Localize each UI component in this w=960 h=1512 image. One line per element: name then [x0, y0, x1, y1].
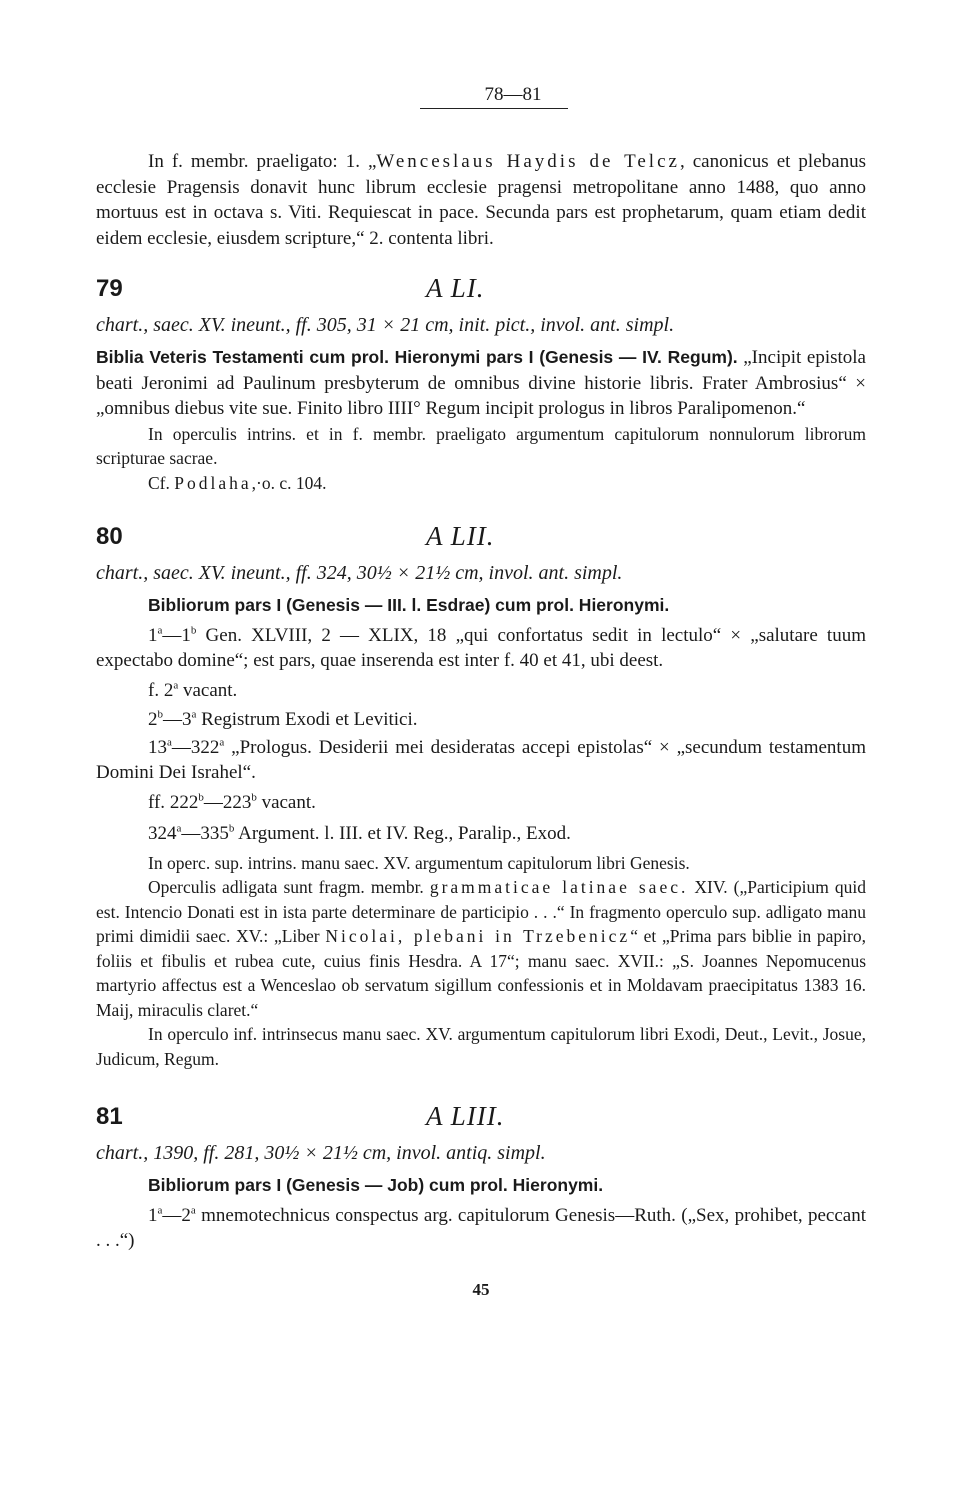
- folio-item: f. 2$^a$ vacant.: [148, 679, 238, 701]
- entry-number: 81: [96, 1103, 123, 1130]
- entry-title: Bibliorum pars I (Genesis — Job) cum prol. Hieronymi.: [148, 1175, 604, 1195]
- shelfmark: A LI.: [426, 273, 485, 303]
- note: In operculis intrins. et in f. membr. praeligato argumentum capitulorum nonnulorum librorum scripturae sacrae.: [96, 423, 866, 468]
- shelfmark: A LII.: [426, 521, 495, 551]
- page-body: [96, 84, 866, 1300]
- entry-number: 79: [96, 275, 123, 302]
- entry-81-heading: [96, 1103, 866, 1139]
- incipit: „Incipit epistola beati Jeronimi ad Paulinum presbyterum de omnibus divine historie libris. Frater Ambrosius“ × „omnibus diebus vite sue. Finito libro IIII° Regum incipit prologus in libros Paralipomenon.“: [96, 347, 866, 419]
- entry-title: Biblia Veteris Testamenti cum prol. Hieronymi pars I (Genesis — IV. Regum).: [96, 347, 738, 367]
- page-number: 45: [472, 1279, 490, 1299]
- collation: chart., 1390, ff. 281, 30½ × 21½ cm, invol. antiq. simpl.: [96, 1142, 546, 1164]
- reference: Cf. Podlaha,·o. c. 104.: [148, 472, 327, 493]
- shelfmark: A LIII.: [426, 1101, 505, 1131]
- note: Operculis adligata sunt fragm. membr. grammaticae latinae saec. XIV. („Participium quid est. Intencio Donati est in ista parte determinare de participio . . .“ In fragmento operculo sup. adligato manu primi dimidii saec. XV.: „Liber Nicolai, plebani in Trzebenicz“ et „Prima pars biblie in papiro, foliis et fibulis et rubea cute, cuius finis Hesdra. A 17“; manu saec. XVII.: „S. Joannes Nepomucenus martyrio affectus est a Wenceslao ob servatum sigillum confessionis et in Moldavam praecipitatus 1383 16. Maij, miraculis claret.“: [96, 877, 866, 1020]
- folio-item: ff. 222$^b$—223$^b$ vacant.: [148, 791, 316, 813]
- entry-number: 80: [96, 523, 123, 550]
- intro-paragraph: In f. membr. praeligato: 1. „Wenceslaus Haydis de Telcz, canonicus et plebanus ecclesie Pragensis donavit hunc librum ecclesie pragensi metropolitane anno 1488, quo anno mortuus est in octava s. Viti. Requiescat in pace. Secunda pars est prophetarum, quam etiam dedit eidem ecclesie, eiusdem scripture,“ 2. contenta libri.: [96, 151, 866, 249]
- donor-name: Wenceslaus Haydis de Telcz: [376, 151, 680, 172]
- entry-title: Bibliorum pars I (Genesis — III. l. Esdrae) cum prol. Hieronymi.: [148, 595, 670, 615]
- folio-item: 324$^a$—335$^b$ Argument. l. III. et IV. Reg., Paralip., Exod.: [148, 822, 571, 844]
- note: In operc. sup. intrins. manu saec. XV. argumentum capitulorum libri Genesis.: [148, 852, 690, 873]
- folio-item: 13$^a$—322$^a$ „Prologus. Desiderii mei desideratas accepi epistolas“ × „secundum testamentum Domini Dei Israhel“.: [96, 736, 866, 783]
- running-head-rule: [420, 108, 568, 109]
- collation: chart., saec. XV. ineunt., ff. 324, 30½ × 21½ cm, invol. ant. simpl.: [96, 562, 623, 584]
- entry-79-description: [96, 345, 866, 422]
- entry-79-heading: [96, 275, 866, 311]
- collation: chart., saec. XV. ineunt., ff. 305, 31 × 21 cm, init. pict., invol. ant. simpl.: [96, 314, 675, 336]
- folio-item: 2$^b$—3$^a$ Registrum Exodi et Levitici.: [148, 708, 418, 730]
- note: In operculo inf. intrinsecus manu saec. XV. argumentum capitulorum libri Exodi, Deut., Levit., Josue, Judicum, Regum.: [96, 1024, 866, 1069]
- folio-item: 1$^a$—2$^a$ mnemotechnicus conspectus arg. capitulorum Genesis—Ruth. („Sex, prohibet, peccant . . .“): [96, 1204, 866, 1251]
- folio-item: 1$^a$—1$^b$ Gen. XLVIII, 2 — XLIX, 18 „qui confortatus sedit in lectulo“ × „salutare tuum expectabo domine“; est pars, quae inserenda est inter f. 40 et 41, ubi deest.: [96, 624, 866, 671]
- entry-80-heading: [96, 523, 866, 559]
- running-head: 78—81: [484, 84, 542, 105]
